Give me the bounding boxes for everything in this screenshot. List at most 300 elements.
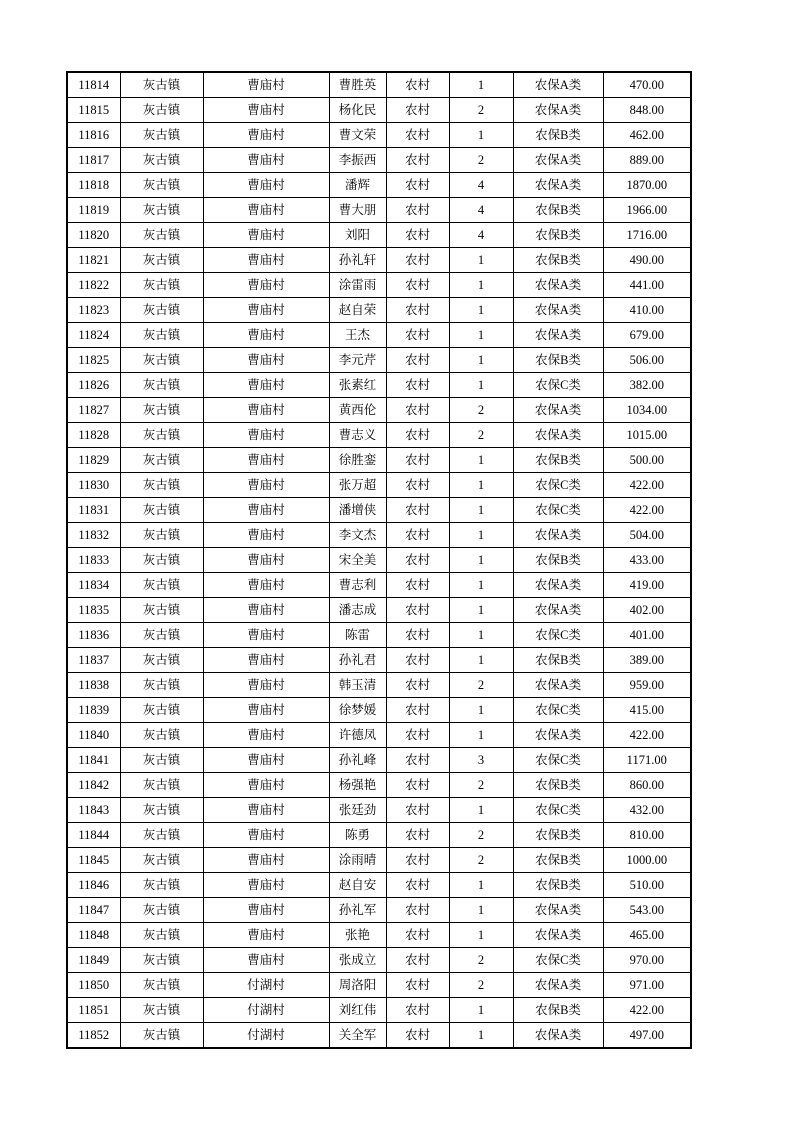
cell-record-id: 11826	[67, 373, 120, 398]
cell-insurance-category: 农保A类	[513, 323, 603, 348]
cell-town: 灰古镇	[120, 823, 203, 848]
cell-village: 曹庙村	[203, 273, 329, 298]
cell-village: 曹庙村	[203, 123, 329, 148]
cell-record-id: 11847	[67, 898, 120, 923]
cell-amount: 971.00	[603, 973, 691, 998]
cell-village: 曹庙村	[203, 323, 329, 348]
cell-village: 曹庙村	[203, 523, 329, 548]
cell-name: 涂雷雨	[329, 273, 386, 298]
cell-record-id: 11850	[67, 973, 120, 998]
cell-amount: 970.00	[603, 948, 691, 973]
cell-name: 周洛阳	[329, 973, 386, 998]
cell-insurance-category: 农保A类	[513, 98, 603, 123]
cell-village: 曹庙村	[203, 848, 329, 873]
cell-village: 曹庙村	[203, 623, 329, 648]
cell-residence-type: 农村	[386, 673, 449, 698]
cell-name: 李振西	[329, 148, 386, 173]
cell-amount: 860.00	[603, 773, 691, 798]
cell-town: 灰古镇	[120, 423, 203, 448]
cell-insurance-category: 农保A类	[513, 273, 603, 298]
cell-record-id: 11846	[67, 873, 120, 898]
cell-town: 灰古镇	[120, 998, 203, 1023]
cell-name: 潘增侠	[329, 498, 386, 523]
table-row	[67, 573, 691, 598]
cell-village: 曹庙村	[203, 298, 329, 323]
cell-town: 灰古镇	[120, 148, 203, 173]
cell-village: 曹庙村	[203, 673, 329, 698]
cell-village: 曹庙村	[203, 448, 329, 473]
cell-insurance-category: 农保B类	[513, 248, 603, 273]
table-row	[67, 823, 691, 848]
cell-person-count: 1	[449, 623, 513, 648]
cell-residence-type: 农村	[386, 748, 449, 773]
cell-amount: 889.00	[603, 148, 691, 173]
cell-village: 曹庙村	[203, 873, 329, 898]
cell-amount: 504.00	[603, 523, 691, 548]
cell-person-count: 2	[449, 423, 513, 448]
cell-record-id: 11844	[67, 823, 120, 848]
cell-town: 灰古镇	[120, 648, 203, 673]
cell-amount: 462.00	[603, 123, 691, 148]
cell-residence-type: 农村	[386, 123, 449, 148]
cell-name: 张素红	[329, 373, 386, 398]
table-row	[67, 973, 691, 998]
cell-insurance-category: 农保C类	[513, 373, 603, 398]
cell-record-id: 11823	[67, 298, 120, 323]
cell-town: 灰古镇	[120, 673, 203, 698]
cell-town: 灰古镇	[120, 223, 203, 248]
cell-person-count: 2	[449, 848, 513, 873]
cell-person-count: 1	[449, 1023, 513, 1049]
cell-person-count: 4	[449, 173, 513, 198]
cell-name: 黄西伦	[329, 398, 386, 423]
cell-village: 付湖村	[203, 973, 329, 998]
cell-person-count: 2	[449, 398, 513, 423]
cell-record-id: 11832	[67, 523, 120, 548]
cell-village: 曹庙村	[203, 648, 329, 673]
cell-insurance-category: 农保B类	[513, 773, 603, 798]
cell-person-count: 2	[449, 98, 513, 123]
cell-name: 赵自安	[329, 873, 386, 898]
cell-person-count: 1	[449, 598, 513, 623]
cell-amount: 490.00	[603, 248, 691, 273]
table-row	[67, 298, 691, 323]
cell-name: 曹胜英	[329, 72, 386, 98]
cell-person-count: 2	[449, 973, 513, 998]
cell-village: 付湖村	[203, 1023, 329, 1049]
cell-village: 曹庙村	[203, 748, 329, 773]
cell-amount: 1000.00	[603, 848, 691, 873]
cell-insurance-category: 农保A类	[513, 723, 603, 748]
cell-town: 灰古镇	[120, 298, 203, 323]
cell-amount: 848.00	[603, 98, 691, 123]
cell-record-id: 11821	[67, 248, 120, 273]
cell-insurance-category: 农保B类	[513, 873, 603, 898]
cell-town: 灰古镇	[120, 373, 203, 398]
cell-residence-type: 农村	[386, 648, 449, 673]
cell-amount: 419.00	[603, 573, 691, 598]
cell-record-id: 11827	[67, 398, 120, 423]
cell-record-id: 11830	[67, 473, 120, 498]
cell-residence-type: 农村	[386, 823, 449, 848]
cell-insurance-category: 农保A类	[513, 398, 603, 423]
cell-name: 徐胜銮	[329, 448, 386, 473]
cell-record-id: 11814	[67, 72, 120, 98]
cell-name: 陈勇	[329, 823, 386, 848]
cell-amount: 470.00	[603, 72, 691, 98]
cell-town: 灰古镇	[120, 948, 203, 973]
cell-insurance-category: 农保A类	[513, 598, 603, 623]
cell-record-id: 11849	[67, 948, 120, 973]
cell-amount: 510.00	[603, 873, 691, 898]
cell-record-id: 11817	[67, 148, 120, 173]
cell-record-id: 11834	[67, 573, 120, 598]
cell-village: 曹庙村	[203, 173, 329, 198]
cell-person-count: 1	[449, 898, 513, 923]
cell-person-count: 2	[449, 673, 513, 698]
cell-residence-type: 农村	[386, 72, 449, 98]
cell-residence-type: 农村	[386, 373, 449, 398]
cell-village: 曹庙村	[203, 923, 329, 948]
table-row	[67, 848, 691, 873]
cell-amount: 401.00	[603, 623, 691, 648]
cell-name: 韩玉清	[329, 673, 386, 698]
cell-residence-type: 农村	[386, 173, 449, 198]
cell-person-count: 4	[449, 223, 513, 248]
cell-insurance-category: 农保A类	[513, 923, 603, 948]
cell-amount: 422.00	[603, 498, 691, 523]
cell-record-id: 11845	[67, 848, 120, 873]
cell-name: 关全军	[329, 1023, 386, 1049]
table-row	[67, 98, 691, 123]
cell-name: 曹文荣	[329, 123, 386, 148]
cell-town: 灰古镇	[120, 1023, 203, 1049]
cell-town: 灰古镇	[120, 173, 203, 198]
cell-town: 灰古镇	[120, 198, 203, 223]
cell-person-count: 1	[449, 348, 513, 373]
cell-village: 曹庙村	[203, 798, 329, 823]
cell-insurance-category: 农保A类	[513, 673, 603, 698]
cell-person-count: 1	[449, 798, 513, 823]
cell-name: 孙礼轩	[329, 248, 386, 273]
cell-insurance-category: 农保B类	[513, 648, 603, 673]
table-row	[67, 748, 691, 773]
cell-record-id: 11822	[67, 273, 120, 298]
cell-insurance-category: 农保B类	[513, 223, 603, 248]
table-row	[67, 773, 691, 798]
cell-village: 曹庙村	[203, 573, 329, 598]
cell-amount: 441.00	[603, 273, 691, 298]
cell-name: 曹志利	[329, 573, 386, 598]
cell-residence-type: 农村	[386, 598, 449, 623]
cell-residence-type: 农村	[386, 198, 449, 223]
cell-person-count: 1	[449, 698, 513, 723]
cell-name: 张廷劲	[329, 798, 386, 823]
cell-town: 灰古镇	[120, 98, 203, 123]
cell-town: 灰古镇	[120, 348, 203, 373]
cell-town: 灰古镇	[120, 72, 203, 98]
table-row	[67, 998, 691, 1023]
cell-person-count: 2	[449, 148, 513, 173]
cell-name: 徐梦媛	[329, 698, 386, 723]
cell-amount: 679.00	[603, 323, 691, 348]
table-row	[67, 698, 691, 723]
cell-record-id: 11841	[67, 748, 120, 773]
table-row	[67, 423, 691, 448]
cell-record-id: 11824	[67, 323, 120, 348]
table-row	[67, 398, 691, 423]
cell-amount: 465.00	[603, 923, 691, 948]
cell-insurance-category: 农保C类	[513, 748, 603, 773]
table-row	[67, 923, 691, 948]
cell-name: 潘辉	[329, 173, 386, 198]
cell-name: 孙礼君	[329, 648, 386, 673]
table-row	[67, 223, 691, 248]
cell-name: 孙礼峰	[329, 748, 386, 773]
cell-name: 李元芹	[329, 348, 386, 373]
cell-insurance-category: 农保C类	[513, 473, 603, 498]
table-row	[67, 648, 691, 673]
table-row	[67, 948, 691, 973]
cell-town: 灰古镇	[120, 473, 203, 498]
cell-insurance-category: 农保C类	[513, 798, 603, 823]
cell-town: 灰古镇	[120, 498, 203, 523]
cell-record-id: 11820	[67, 223, 120, 248]
cell-town: 灰古镇	[120, 848, 203, 873]
cell-record-id: 11838	[67, 673, 120, 698]
cell-insurance-category: 农保C类	[513, 623, 603, 648]
cell-person-count: 1	[449, 448, 513, 473]
cell-name: 潘志成	[329, 598, 386, 623]
table-row	[67, 273, 691, 298]
cell-village: 曹庙村	[203, 98, 329, 123]
cell-town: 灰古镇	[120, 898, 203, 923]
cell-person-count: 1	[449, 648, 513, 673]
cell-person-count: 3	[449, 748, 513, 773]
cell-insurance-category: 农保B类	[513, 998, 603, 1023]
cell-village: 曹庙村	[203, 148, 329, 173]
cell-town: 灰古镇	[120, 598, 203, 623]
cell-record-id: 11816	[67, 123, 120, 148]
cell-name: 涂雨晴	[329, 848, 386, 873]
table-row	[67, 723, 691, 748]
cell-town: 灰古镇	[120, 973, 203, 998]
cell-residence-type: 农村	[386, 773, 449, 798]
cell-town: 灰古镇	[120, 698, 203, 723]
cell-town: 灰古镇	[120, 798, 203, 823]
cell-residence-type: 农村	[386, 723, 449, 748]
cell-amount: 389.00	[603, 648, 691, 673]
cell-residence-type: 农村	[386, 548, 449, 573]
cell-amount: 1966.00	[603, 198, 691, 223]
cell-record-id: 11840	[67, 723, 120, 748]
cell-residence-type: 农村	[386, 148, 449, 173]
cell-name: 杨强艳	[329, 773, 386, 798]
table-row	[67, 523, 691, 548]
table-row	[67, 448, 691, 473]
cell-town: 灰古镇	[120, 923, 203, 948]
cell-town: 灰古镇	[120, 398, 203, 423]
cell-town: 灰古镇	[120, 548, 203, 573]
table-row	[67, 323, 691, 348]
cell-amount: 1870.00	[603, 173, 691, 198]
cell-amount: 422.00	[603, 998, 691, 1023]
cell-town: 灰古镇	[120, 123, 203, 148]
cell-person-count: 1	[449, 523, 513, 548]
cell-amount: 410.00	[603, 298, 691, 323]
cell-residence-type: 农村	[386, 398, 449, 423]
cell-village: 曹庙村	[203, 823, 329, 848]
cell-residence-type: 农村	[386, 923, 449, 948]
cell-village: 曹庙村	[203, 698, 329, 723]
cell-residence-type: 农村	[386, 473, 449, 498]
cell-person-count: 1	[449, 723, 513, 748]
cell-residence-type: 农村	[386, 248, 449, 273]
cell-village: 曹庙村	[203, 373, 329, 398]
cell-record-id: 11825	[67, 348, 120, 373]
table-row	[67, 898, 691, 923]
cell-residence-type: 农村	[386, 423, 449, 448]
insurance-records-table	[66, 71, 692, 1049]
table-body	[67, 72, 691, 1048]
cell-amount: 433.00	[603, 548, 691, 573]
cell-residence-type: 农村	[386, 523, 449, 548]
cell-person-count: 1	[449, 923, 513, 948]
cell-insurance-category: 农保A类	[513, 148, 603, 173]
cell-name: 李文杰	[329, 523, 386, 548]
cell-amount: 1171.00	[603, 748, 691, 773]
cell-amount: 1034.00	[603, 398, 691, 423]
table-row	[67, 173, 691, 198]
cell-insurance-category: 农保B类	[513, 348, 603, 373]
cell-record-id: 11818	[67, 173, 120, 198]
cell-residence-type: 农村	[386, 323, 449, 348]
cell-insurance-category: 农保B类	[513, 198, 603, 223]
cell-residence-type: 农村	[386, 623, 449, 648]
cell-record-id: 11815	[67, 98, 120, 123]
cell-town: 灰古镇	[120, 273, 203, 298]
cell-residence-type: 农村	[386, 498, 449, 523]
table-row	[67, 198, 691, 223]
cell-amount: 506.00	[603, 348, 691, 373]
cell-village: 付湖村	[203, 998, 329, 1023]
cell-name: 杨化民	[329, 98, 386, 123]
cell-insurance-category: 农保A类	[513, 423, 603, 448]
cell-person-count: 2	[449, 773, 513, 798]
cell-insurance-category: 农保A类	[513, 72, 603, 98]
cell-residence-type: 农村	[386, 973, 449, 998]
table-row	[67, 373, 691, 398]
cell-person-count: 1	[449, 323, 513, 348]
cell-village: 曹庙村	[203, 598, 329, 623]
cell-village: 曹庙村	[203, 548, 329, 573]
cell-person-count: 1	[449, 298, 513, 323]
cell-insurance-category: 农保A类	[513, 523, 603, 548]
cell-residence-type: 农村	[386, 223, 449, 248]
cell-village: 曹庙村	[203, 348, 329, 373]
cell-record-id: 11837	[67, 648, 120, 673]
cell-record-id: 11828	[67, 423, 120, 448]
cell-record-id: 11851	[67, 998, 120, 1023]
cell-record-id: 11836	[67, 623, 120, 648]
cell-insurance-category: 农保B类	[513, 848, 603, 873]
cell-amount: 497.00	[603, 1023, 691, 1049]
cell-amount: 1015.00	[603, 423, 691, 448]
cell-town: 灰古镇	[120, 248, 203, 273]
cell-record-id: 11833	[67, 548, 120, 573]
cell-insurance-category: 农保A类	[513, 573, 603, 598]
cell-amount: 415.00	[603, 698, 691, 723]
cell-person-count: 1	[449, 373, 513, 398]
cell-residence-type: 农村	[386, 848, 449, 873]
table-row	[67, 473, 691, 498]
cell-town: 灰古镇	[120, 573, 203, 598]
cell-amount: 402.00	[603, 598, 691, 623]
cell-town: 灰古镇	[120, 448, 203, 473]
cell-town: 灰古镇	[120, 723, 203, 748]
cell-person-count: 1	[449, 123, 513, 148]
table-row	[67, 148, 691, 173]
cell-record-id: 11843	[67, 798, 120, 823]
cell-insurance-category: 农保A类	[513, 973, 603, 998]
cell-residence-type: 农村	[386, 998, 449, 1023]
cell-village: 曹庙村	[203, 223, 329, 248]
cell-village: 曹庙村	[203, 948, 329, 973]
cell-amount: 500.00	[603, 448, 691, 473]
cell-town: 灰古镇	[120, 623, 203, 648]
cell-amount: 959.00	[603, 673, 691, 698]
cell-village: 曹庙村	[203, 473, 329, 498]
cell-person-count: 2	[449, 948, 513, 973]
cell-name: 刘红伟	[329, 998, 386, 1023]
cell-village: 曹庙村	[203, 423, 329, 448]
cell-name: 宋全美	[329, 548, 386, 573]
cell-name: 张万超	[329, 473, 386, 498]
cell-name: 许德凤	[329, 723, 386, 748]
table-row	[67, 498, 691, 523]
cell-name: 孙礼军	[329, 898, 386, 923]
cell-village: 曹庙村	[203, 723, 329, 748]
cell-residence-type: 农村	[386, 1023, 449, 1049]
cell-person-count: 1	[449, 498, 513, 523]
table-row	[67, 1023, 691, 1049]
cell-residence-type: 农村	[386, 873, 449, 898]
cell-record-id: 11829	[67, 448, 120, 473]
cell-village: 曹庙村	[203, 198, 329, 223]
cell-town: 灰古镇	[120, 523, 203, 548]
cell-name: 张成立	[329, 948, 386, 973]
cell-person-count: 1	[449, 873, 513, 898]
cell-person-count: 1	[449, 573, 513, 598]
cell-record-id: 11842	[67, 773, 120, 798]
table-row	[67, 598, 691, 623]
cell-name: 刘阳	[329, 223, 386, 248]
cell-insurance-category: 农保B类	[513, 123, 603, 148]
cell-town: 灰古镇	[120, 873, 203, 898]
table-row	[67, 72, 691, 98]
table-row	[67, 798, 691, 823]
cell-residence-type: 农村	[386, 948, 449, 973]
table-row	[67, 348, 691, 373]
cell-amount: 1716.00	[603, 223, 691, 248]
table-row	[67, 123, 691, 148]
cell-insurance-category: 农保A类	[513, 298, 603, 323]
cell-insurance-category: 农保C类	[513, 498, 603, 523]
cell-village: 曹庙村	[203, 898, 329, 923]
cell-record-id: 11848	[67, 923, 120, 948]
cell-village: 曹庙村	[203, 72, 329, 98]
cell-name: 曹大朋	[329, 198, 386, 223]
